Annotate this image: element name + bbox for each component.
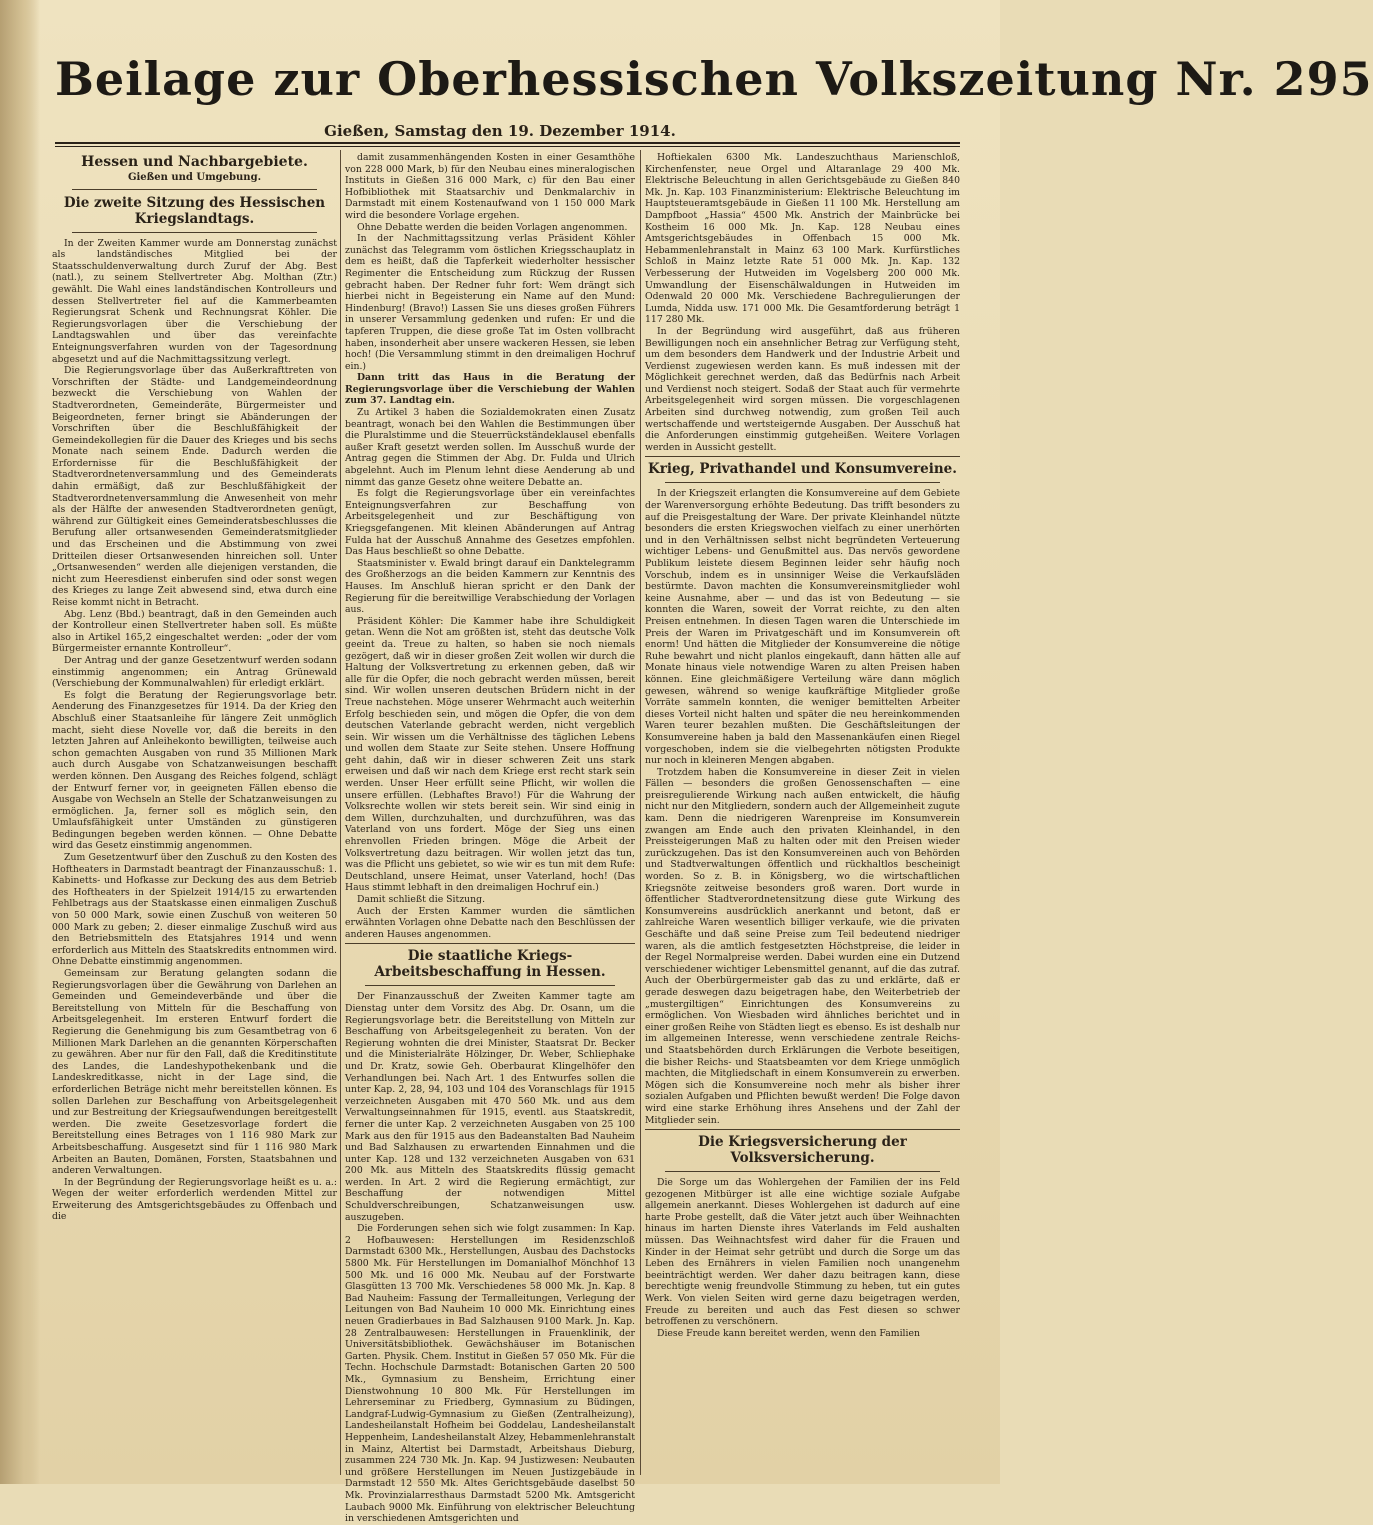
article-headline: Krieg, Privathandel und Konsumvereine. xyxy=(648,461,957,478)
paragraph: Die Regierungsvorlage über das Außerkrafttreten von Vorschriften der Städte- und Landgemeindeordnung bezweckt die Verschiebung von Wahlen der Stadtverordneten, Gemeinderäte, Bürgermeister und Beigeordneten, ferner bringt sie Abänderungen der Vorschriften über die Beschlußfähigkeit der Gemeindekollegien für die Dauer des Krieges und bis sechs Monate nach seinem Ende. Dadurch werden die Erfordernisse für die Beschlußfähigkeit der Stadtverordnetenversammlung und des Gemeinderats dahin ermäßigt, daß zur Beschlußfähigkeit der Stadtverordnetenversammlung die Anwesenheit von mehr als der Hälfte der anwesenden Stadtverordneten genügt, während zur Gültigkeit eines Gemeinderatsbeschlusses die Berufung aller ortsanwesenden Gemeinderatsmitglieder und das Erscheinen und die Abstimmung von zwei Dritteilen dieser Ortsanwesenden hinreichen soll. Unter „Ortsanwesenden“ werden alle diejenigen verstanden, die nicht zum Heeresdienst einberufen sind oder sonst wegen des Krieges zu lange Zeit abwesend sind, etwa durch eine Reise kommt nicht in Betracht. xyxy=(52,365,337,608)
article-headline: Die staatliche Kriegs-Arbeitsbeschaffung in Hessen. xyxy=(374,948,606,981)
article-headline: Die zweite Sitzung des Hessischen Kriegslandtags. xyxy=(63,194,326,227)
paragraph: Abg. Lenz (Bbd.) beantragt, daß in den Gemeinden auch der Kontrolleur einen Stellvertreter haben soll. Es müßte also in Artikel 165,2 eingeschaltet werden: „oder der vom Bürgermeister ernannte Kontrolleur“. xyxy=(52,608,337,655)
paragraph: Trotzdem haben die Konsumvereine in dieser Zeit in vielen Fällen — besonders die großen Genossenschaften — eine preisregulierende Wirkung nach außen entwickelt, die häufig nicht nur den Mitgliedern, sondern auch der Allgemeinheit zugute kam. Denn die niedrigeren Warenpreise im Konsumverein zwangen am Ende auch den privaten Kleinhandel, in den Preissteigerungen Maß zu halten oder mit den Preisen wieder zurückzugehen. Das ist den Konsumvereinen auch von Behörden und Stadtverwaltungen öffentlich und rückhaltlos bescheinigt worden. So z. B. in Königsberg, wo die wirtschaftlichen Kriegsnöte zeitweise besonders groß waren. Dort wurde in öffentlicher Stadtverordnetensitzung diese gute Wirkung des Konsumvereins ausdrücklich anerkannt und betont, daß er zahlreiche Waren wesentlich billiger verkaufe, wie die privaten Geschäfte und daß seine Preise zum Teil bedeutend niedriger waren, als die amtlich festgesetzten Höchstpreise, die leider in der Regel Normalpreise werden. Dabei wurden eine ein Dutzend verschiedener wichtiger Lebensmittel genannt, auf die das zutraf. Auch der Oberbürgermeister gab das zu und erklärte, daß er gerade deswegen dazu beigetragen habe, den Weiterbetrieb der „mustergiltigen“ Einrichtungen des Konsumvereins zu ermöglichen. Von Wiesbaden wird ähnliches berichtet und in einer großen Reihe von Städten liegt es ebenso. Es ist deshalb nur im allgemeinen Interesse, wenn verschiedene zentrale Reichs- und Staatsbehörden durch Erklärungen die Verbote beseitigen, die bisher Reichs- und Staatsbeamten vor dem Kriege unmöglich machten, die Mitgliedschaft in einem Konsumverein zu erwerben. Mögen sich die Konsumvereine noch mehr als bisher ihrer sozialen Aufgaben und Pflichten bewußt werden! Die Folge davon wird eine starke Erhöhung ihres Ansehens und der Zahl der Mitglieder sein. xyxy=(645,766,960,1126)
paragraph: Hoftiekalen 6300 Mk. Landeszuchthaus Marienschloß, Kirchenfenster, neue Orgel und Altaranlage 29 400 Mk. Elektrische Beleuchtung in allen Gerichtsgebäude zu Gießen 840 Mk. Jn. Kap. 103 Finanzministerium: Elektrische Beleuchtung im Hauptsteueramtsgebäude in Gießen 11 100 Mk. Herstellung am Dampfboot „Hassia“ 4500 Mk. Anstrich der Mainbrücke bei Kostheim 16 000 Mk. Jn. Kap. 128 Neubau eines Amtsgerichtsgebäudes in Offenbach 15 000 Mk. Hebammenlehranstalt in Mainz 63 100 Mark. Kurfürstliches Schloß in Mainz letzte Rate 51 000 Mk. Jn. Kap. 132 Verbesserung der Hutweiden im Vogelsberg 200 000 Mk. Umwandlung der Eisenschälwaldungen in Hutweiden im Odenwald 20 000 Mk. Verschiedene Bachregulierungen der Lumda, Nidda usw. 171 000 Mk. Die Gesamtforderung beträgt 1 117 280 Mk. xyxy=(645,152,960,326)
column-divider-1 xyxy=(340,150,341,1475)
paragraph: In der Begründung wird ausgeführt, daß aus früheren Bewilligungen noch ein ansehnlicher Betrag zur Verfügung steht, um dem besonders dem Handwerk und der Industrie Arbeit und Verdienst zugewiesen werden kann. Es muß indessen mit der Möglichkeit gerechnet werden, daß das Bedürfnis nach Arbeit und Verdienst noch steigert. Sodaß der Staat auch für vermehrte Arbeitsgelegenheit wird sorgen müssen. Die vorgeschlagenen Arbeiten sind durchweg notwendig, zum großen Teil auch wertschaffende und wertsteigernde Ausgaben. Der Ausschuß hat die Anforderungen einstimmig gutgeheißen. Weitere Vorlagen werden in Aussicht gestellt. xyxy=(645,325,960,453)
paragraph: In der Zweiten Kammer wurde am Donnerstag zunächst als landständisches Mitglied bei der Staatsschuldenverwaltung durch Zuruf der Abg. Best (natl.), zu seinem Stellvertreter Abg. Molthan (Ztr.) gewählt. Die Wahl eines landständischen Kontrolleurs und dessen Stellvertreter fiel auf die Kammerbeamten Regierungsrat Schenk und Rechnungsrat Köhler. Die Regierungsvorlagen über die Verschiebung der Landtagswahlen und über das vereinfachte Enteignungsverfahren wurden von der Tagesordnung abgesetzt und auf die Nachmittagssitzung verlegt. xyxy=(52,237,337,365)
paragraph: Ohne Debatte werden die beiden Vorlagen angenommen. xyxy=(357,221,628,233)
column-divider-2 xyxy=(640,150,641,1475)
paragraph: Präsident Köhler: Die Kammer habe ihre Schuldigkeit getan. Wenn die Not am größten ist, steht das deutsche Volk geeint da. Treue zu halten, so haben sie noch niemals gezögert, daß wir in dieser großen Zeit wollen wir durch die Haltung der Volksvertretung zu erkennen geben, daß wir alle für die Opfer, die noch gebracht werden müssen, bereit sind. Wir wollen unseren deutschen Brüdern nicht in der Treue nachstehen. Möge unserer Wehrmacht auch weiterhin Erfolg beschieden sein, und mögen die Opfer, die von dem deutschen Vaterlande gebracht werden, nicht vergeblich sein. Wir wissen um die Verhältnisse des täglichen Lebens und wollen dem Staate zur Seite stehen. Unsere Hoffnung geht dahin, daß wir in dieser schweren Zeit uns stark erweisen und daß wir nach dem Kriege erst recht stark sein werden. Unser Heer erfüllt seine Pflicht, wir wollen die unsere erfüllen. (Lebhaftes Bravo!) Für die Wahrung der Volksrechte wollen wir stets bereit sein. Wir sind einig in dem Willen, durchzuhalten, und durchzuführen, was das Vaterland von uns fordert. Möge der Sieg uns einen ehrenvollen Frieden bringen. Möge die Arbeit der Volksvertretung dazu beitragen. Wir wollen jetzt das tun, was die Pflicht uns gebietet, so wie wir es tun mit dem Rufe: Deutschland, unsere Heimat, unser Vaterland, hoch! (Das Haus stimmt lebhaft in den dreimaligen Hochruf ein.) xyxy=(345,615,635,894)
divider xyxy=(345,943,635,944)
paragraph: Es folgt die Regierungsvorlage über ein vereinfachtes Enteignungsverfahren zur Beschaffung von Arbeitsgelegenheit und zur Beschäftigung von Kriegsgefangenen. Mit kleinen Abänderungen auf Antrag Fulda hat der Ausschuß Annahme des Gesetzes empfohlen. Das Haus beschließt so ohne Debatte. xyxy=(345,488,635,558)
dateline: Gießen, Samstag den 19. Dezember 1914. xyxy=(324,122,676,140)
section-heading: Hessen und Nachbargebiete. xyxy=(81,154,308,170)
page-binding-edge xyxy=(0,0,40,1484)
paragraph: Der Antrag und der ganze Gesetzentwurf werden sodann einstimmig angenommen; ein Antrag Grünewald (Verschiebung der Kommunalwahlen) für erledigt erklärt. xyxy=(52,654,337,690)
masthead-rule xyxy=(55,142,960,144)
paragraph: Die Sorge um das Wohlergehen der Familien der ins Feld gezogenen Mitbürger ist alle eine wichtige soziale Aufgabe allgemein anerkannt. Dieses Wohlergehen ist dadurch auf eine harte Probe gestellt, daß die Väter jetzt auch über Weihnachten hinaus im harten Dienste ihres Vaterlands im Feld aushalten müssen. Das Weihnachtsfest wird daher für die Frauen und Kinder in der Heimat sehr getrübt und durch die Sorge um das Leben des Ernährers in vielen Familien noch unangenehm beeinträchtigt werden. Wer daher dazu beitragen kann, diese berechtigte wenig freundvolle Stimmung zu heben, tut ein gutes Werk. Von vielen Seiten wird gerne dazu beigetragen werden, Freude zu bereiten und auch das Fest diesen so schwer betroffenen zu verschönern. xyxy=(645,1177,960,1328)
column-1 xyxy=(52,152,337,1474)
article-headline: Die Kriegsversicherung der Volksversicherung. xyxy=(698,1134,907,1167)
paragraph: Dann tritt das Haus in die Beratung der Regierungsvorlage über die Verschiebung der Wahlen zum 37. Landtag ein. xyxy=(345,372,635,407)
divider xyxy=(645,456,960,457)
paragraph: Der Finanzausschuß der Zweiten Kammer tagte am Dienstag unter dem Vorsitz des Abg. Dr. Osann, um die Regierungsvorlage betr. die Bereitstellung von Mitteln zur Beschaffung von Arbeitsgelegenheit zu beraten. Von der Regierung wohnten die drei Minister, Staatsrat Dr. Becker und die Ministerialräte Hölzinger, Dr. Weber, Schliephake und Dr. Kratz, sowie Geh. Oberbaurat Klingelhöfer den Verhandlungen bei. Nach Art. 1 des Entwurfes sollen die unter Kap. 2, 28, 94, 103 und 104 des Voranschlags für 1915 verzeichneten Ausgaben mit 470 560 Mk. und aus dem Verwaltungseinnahmen für 1915, eventl. aus Staatskredit, ferner die unter Kap. 2 verzeichneten Ausgaben von 25 100 Mark aus den für 1915 aus den Badeanstalten Bad Nauheim und Bad Salzhausen zu erwartenden Einnahmen und die unter Kap. 128 und 132 verzeichneten Ausgaben von 631 200 Mk. aus Mitteln des Staatskredits flüssig gemacht werden. In Art. 2 wird die Regierung ermächtigt, zur Beschaffung der notwendigen Mittel Schuldverschreibungen, Schatzanweisungen usw. auszugeben. xyxy=(345,991,635,1223)
paragraph: In der Begründung der Regierungsvorlage heißt es u. a.: Wegen der weiter erforderlich werdenden Mittel zur Erweiterung des Amtsgerichtsgebäudes zu Offenbach und die xyxy=(52,1176,337,1223)
divider xyxy=(665,482,940,483)
paragraph: In der Nachmittagssitzung verlas Präsident Köhler zunächst das Telegramm vom östlichen Kriegsschauplatz in dem es heißt, daß die Tapferkeit wiederholter hessischer Regimenter die Entscheidung zum Rückzug der Russen gebracht haben. Der Redner fuhr fort: Wem drängt sich hierbei nicht in Begeisterung ein Name auf den Mund: Hindenburg! (Bravo!) Lassen Sie uns dieses großen Führers in unserer Versammlung gedenken und rufen: Er und die tapferen Truppen, die diese große Tat im Osten vollbracht haben, insonderheit aber unsere wackeren Hessen, sie leben hoch! (Die Versammlung stimmt in den dreimaligen Hochruf ein.) xyxy=(345,233,635,372)
paragraph: Auch der Ersten Kammer wurden die sämtlichen erwähnten Vorlagen ohne Debatte nach den Beschlüssen der anderen Hauses angenommen. xyxy=(345,905,635,940)
paragraph: Die Forderungen sehen sich wie folgt zusammen: In Kap. 2 Hofbauwesen: Herstellungen im Residenzschloß Darmstadt 6300 Mk., Herstellungen, Ausbau des Dachstocks 5800 Mk. Für Herstellungen im Domanialhof Mönchhof 13 500 Mk. und 16 000 Mk. Neubau auf der Forstwarte Glasgütten 13 700 Mk. Verschiedenes 58 000 Mk. Jn. Kap. 8 Bad Nauheim: Fassung der Termalleitungen, Verlegung der Leitungen von Bad Nauheim 10 000 Mk. Einrichtung eines neuen Gradierbaues in Bad Salzhausen 9100 Mark. Jn. Kap. 28 Zentralbauwesen: Herstellungen in Frauenklinik, der Universitätsbibliothek. Gewächshäuser im Botanischen Garten. Physik. Chem. Institut in Gießen 57 050 Mk. Für die Techn. Hochschule Darmstadt: Botanischen Garten 20 500 Mk., Gymnasium zu Bensheim, Errichtung einer Dienstwohnung 10 800 Mk. Für Herstellungen im Lehrerseminar zu Friedberg, Gymnasium zu Büdingen, Landgraf-Ludwig-Gymnasium zu Gießen (Zentralheizung), Landesheilanstalt Hofheim bei Goddelau, Landesheilanstalt Heppenheim, Landesheilanstalt Alzey, Hebammenlehranstalt in Mainz, Altertist bei Darmstadt, Arbeitshaus Dieburg, zusammen 224 730 Mk. Jn. Kap. 94 Justizwesen: Neubauten und größere Herstellungen im Neuen Justizgebäude in Darmstadt 12 550 Mk. Altes Gerichtsgebäude daselbst 50 Mk. Provinzialarresthaus Darmstadt 5200 Mk. Amtsgericht Laubach 9000 Mk. Einführung von elektrischer Beleuchtung in verschiedenen Amtsgerichten und xyxy=(345,1223,635,1525)
divider xyxy=(72,189,317,190)
subsection-heading: Gießen und Umgebung. xyxy=(127,172,262,183)
divider xyxy=(665,1171,940,1172)
paragraph: damit zusammenhängenden Kosten in einer Gesamthöhe von 228 000 Mark, b) für den Neubau eines mineralogischen Instituts in Gießen 316 000 Mark, c) für den Bau einer Hofbibliothek mit Staatsarchiv und Denkmalarchiv in Darmstadt mit einem Kostenaufwand von 1 150 000 Mark wird die besondere Vorlage ergehen. xyxy=(345,152,635,221)
paragraph: Staatsminister v. Ewald bringt darauf ein Danktelegramm des Großherzogs an die beiden Kammern zur Kenntnis des Hauses. Im Anschluß hieran spricht er den Dank der Regierung für die bereitwillige Verabschiedung der Vorlagen aus. xyxy=(345,557,635,616)
paragraph: Zum Gesetzentwurf über den Zuschuß zu den Kosten des Hoftheaters in Darmstadt beantragt der Finanzausschuß: 1. Kabinetts- und Hofkasse zur Deckung des aus dem Betrieb des Hoftheaters in der Spielzeit 1914/15 zu erwartenden Fehlbetrags aus der Staatskasse einen einmaligen Zuschuß von 50 000 Mark, sowie einen Zuschuß von weiteren 50 000 Mark zu geben; 2. dieser einmalige Zuschuß wird aus den Betriebsmitteln des Etatsjahres 1914 und wenn erforderlich aus Mitteln des Staatskredits entnommen wird. Ohne Debatte einstimmig angenommen. xyxy=(52,852,337,968)
masthead-title: Beilage zur Oberhessischen Volkszeitung Nr. 295 xyxy=(55,52,1373,106)
divider xyxy=(365,985,615,986)
column-2 xyxy=(345,152,635,1525)
column-3 xyxy=(645,152,960,1474)
paragraph: Es folgt die Beratung der Regierungsvorlage betr. Aenderung des Finanzgesetzes für 1914. Da der Krieg den Abschluß einer Staatsanleihe für längere Zeit unmöglich macht, sieht diese Novelle vor, daß die bereits in den letzten Jahren auf Anleihekonto bewilligten, teilweise auch schon gemachten Ausgaben von rund 35 Millionen Mark auch durch Ausgabe von Schatzanweisungen beschafft werden können. Den Ausgang des Reiches folgend, schlägt der Entwurf ferner vor, in geeigneten Fällen ebenso die Ausgabe von Wechseln an Stelle der Schatzanweisungen zu ermöglichen. Ja, ferner soll es möglich sein, den Umlaufsfähigkeit unter Umständen zu günstigeren Bedingungen begeben werden können. — Ohne Debatte wird das Gesetz einstimmig angenommen. xyxy=(52,689,337,852)
masthead-rule-thin xyxy=(55,146,960,147)
paragraph: Zu Artikel 3 haben die Sozialdemokraten einen Zusatz beantragt, wonach bei den Wahlen die Bestimmungen über die Pluralstimme und die Steuerrückständeklausel ebenfalls außer Kraft gesetzt werden sollen. Im Ausschuß wurde der Antrag gegen die Stimmen der Abg. Dr. Fulda und Ulrich abgelehnt. Auch im Plenum lehnt diese Aenderung ab und nimmt das ganze Gesetz ohne weitere Debatte an. xyxy=(345,407,635,488)
divider xyxy=(645,1129,960,1130)
paragraph: Diese Freude kann bereitet werden, wenn den Familien xyxy=(657,1327,920,1339)
divider xyxy=(72,232,317,233)
paragraph: Gemeinsam zur Beratung gelangten sodann die Regierungsvorlagen über die Gewährung von Darlehen an Gemeinden und Gemeindeverbände und über die Bereitstellung von Mitteln für die Beschaffung von Arbeitsgelegenheit. Im ersteren Entwurf fordert die Regierung die Genehmigung bis zum Gesamtbetrag von 6 Millionen Mark Darlehen an die genannten Körperschaften zu gewähren. Aber nur für den Fall, daß die Kreditinstitute des Landes, die Landeshypothekenbank und die Landeskreditkasse, nicht in der Lage sind, die erforderlichen Beträge nicht mehr bereitstellen können. Es sollen Darlehen zur Beschaffung von Arbeitsgelegenheit und zur Bestreitung der Kriegsaufwendungen bereitgestellt werden. Die zweite Gesetzesvorlage fordert die Bereitstellung eines Betrages von 1 116 980 Mark zur Arbeitsbeschaffung. Ausgesetzt sind für 1 116 980 Mark Arbeiten an Bauten, Domänen, Forsten, Staatsbahnen und anderen Verwaltungen. xyxy=(52,968,337,1177)
paragraph: Damit schließt die Sitzung. xyxy=(357,894,486,905)
paragraph: In der Kriegszeit erlangten die Konsumvereine auf dem Gebiete der Warenversorgung erhöhte Bedeutung. Das trifft besonders zu auf die Preisgestaltung der Ware. Der private Kleinhandel nützte besonders die ersten Kriegswochen vielfach zu einer unerhörten und in den Verhältnissen selbst nicht begründeten Verteuerung wichtiger Lebens- und Genußmittel aus. Das nervös gewordene Publikum leistete diesem Beginnen leider sehr häufig noch Vorschub, indem es in unsinniger Weise die Verkaufsläden bestürmte. Davon machten die Konsumvereinsmitglieder wohl keine Ausnahme, aber — und das ist von Bedeutung — sie konnten die Waren, soweit der Vorrat reichte, zu den alten Preisen entnehmen. In diesen Tagen waren die Unterschiede im Preis der Waren im Privatgeschäft und im Konsumverein oft enorm! Und hätten die Mitglieder der Konsumvereine die nötige Ruhe bewahrt und nicht planlos eingekauft, dann hätten alle auf Monate hinaus viele notwendige Waren zu alten Preisen haben können. Eine gleichmäßigere Verteilung wäre dann möglich gewesen, während so wenige kaufkräftige Mitglieder große Vorräte sammeln konnten, die weniger bemittelten Arbeiter dieses Vorteil nicht halten und später die neu hereinkommenden Waren teurer bezahlen mußten. Die Geschäftsleitungen der Konsumvereine haben ja bald den Massenankäufen einen Riegel vorgeschoben, indem sie die vielbegehrten nötigsten Produkte nur noch in kleineren Mengen abgaben. xyxy=(645,488,960,767)
